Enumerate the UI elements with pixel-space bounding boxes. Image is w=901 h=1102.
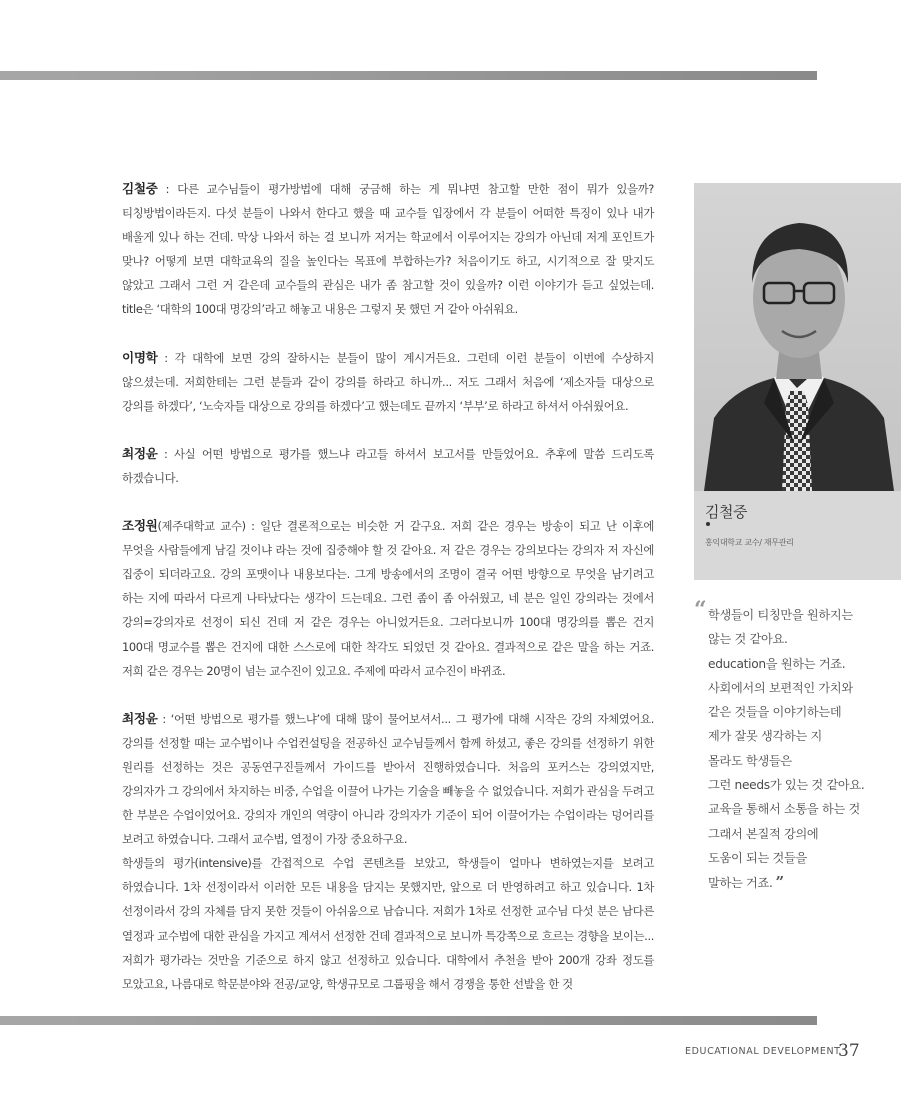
quote-line: 사회에서의 보편적인 가치와: [708, 680, 853, 695]
profile-card: [694, 183, 901, 580]
paragraph: [122, 514, 654, 683]
close-quote-mark: ”: [775, 873, 784, 892]
speaker-name: 최정윤: [122, 710, 158, 726]
quote-line: 같은 것들을 이야기하는데: [708, 705, 842, 720]
paragraph: [122, 707, 654, 996]
paragraph: [122, 442, 654, 490]
quote-line: 그런 needs가 있는 것 같아요.: [708, 778, 865, 793]
paragraph-text: : 일단 결론적으로는 비슷한 거 같구요. 저희 같은 경우는 방송이 되고 난 이후에 무엇을 사람들에게 남길 것이냐 라는 것에 집중해야 할 것 같아요. 저 같은 경우는 강의보다는 강의자 저 자신에 집중이 되더라고요. 강의 포맷이나 내용보다는. 그게 방송에서의 조명이 결국 어떤 방향으로 무엇을 남기려고 하는 지에 따라서 다르게 나타났다는 생각이 드는데요. 그런 좀이 좀 아쉬웠고, 네 분은 일인 강의라는 것에서 강의=강의자로 선정이 되신 건데 저 같은 경우는 아니었거든요. 그러다보니까 100대 명강의를 뽑은 건지 100대 명교수를 뽑은 건지에 대한 스스로에 대한 착각도 되었던 것 같아요. 결과적으로 같은 말을 하는 거죠. 저희 같은 경우는 20명이 넘는 교수진이 있고요. 주제에 따라서 교수진이 바뀌죠.: [122, 519, 654, 678]
quote-line-text: 말하는 거죠.: [708, 876, 773, 891]
quote-line: 교육을 통해서 소통을 하는 것: [708, 802, 860, 817]
portrait-photo: [694, 183, 901, 491]
portrait-illustration: [694, 183, 901, 491]
paragraph-text: : 다른 교수님들이 평가방법에 대해 궁금해 하는 게 뭐냐면 참고할 만한 점이 뭐가 있을까? 티칭방법이라든지. 다섯 분들이 나와서 한다고 했을 때 교수들 입장에서 각 분들이 어떠한 특징이 있나 내가 배울게 있나 하는 건데. 막상 나와서 하는 걸 보니까 저거는 학교에서 이루어지는 강의가 아닌데 저게 포인트가 맞나? 어떻게 보면 대학교육의 질을 높인다는 목표에 부합하는가? 처음이기도 하고, 시기적으로 잘 맞지도 않았고 그래서 그런 거 같은데 교수들의 관심은 내가 좀 참고할 것이 있을까? 이런 이야기가 듣고 싶었는데. title은 ‘대학의 100대 명강의’라고 해놓고 내용은 그렇지 못 했던 거 같아 아쉬워요.: [122, 182, 654, 317]
top-rule: [0, 71, 817, 80]
profile-name: 김철중: [705, 503, 747, 521]
footer-section-label: EDUCATIONAL DEVELOPMENT: [685, 1046, 841, 1057]
quote-line: 않는 것 같아요.: [708, 632, 788, 647]
speaker-name: 최정윤: [122, 445, 158, 461]
profile-title: 홍익대학교 교수/ 재무관리: [705, 538, 794, 547]
quote-line: 제가 잘못 생각하는 지: [708, 729, 822, 744]
page-number: 37: [838, 1041, 860, 1061]
bullet-dot: [706, 522, 710, 526]
quote-line: 몰라도 학생들은: [708, 753, 792, 768]
speaker-name: 조정원: [122, 518, 158, 534]
paragraph-text: : 각 대학에 보면 강의 잘하시는 분들이 많이 계시거든요. 그런데 이런 분들이 이번에 수상하지 않으셨는데. 저희한테는 그런 분들과 같이 강의를 하라고 하니까... 저도 그래서 처음에 ‘제소자들 대상으로 강의를 하겠다’, ‘노숙자들 대상으로 강의를 하겠다’고 했는데도 끝까지 ‘부부’로 하라고 하셔서 아쉬웠어요.: [122, 350, 654, 413]
pull-quote-text: [708, 603, 864, 896]
quote-line: education을 원하는 거죠.: [708, 656, 846, 671]
quote-line: 학생들이 티칭만을 원하지는: [708, 608, 853, 622]
speaker-affiliation: (제주대학교 교수): [157, 519, 246, 534]
bottom-rule: [0, 1016, 817, 1025]
paragraph: [122, 346, 654, 418]
quote-line: 도움이 되는 것들을: [708, 850, 807, 865]
paragraph-text: : ‘어떤 방법으로 평가를 했느냐’에 대해 많이 물어보셔서... 그 평가에 대해 시작은 강의 자체였어요. 강의를 선정할 때는 교수법이나 수업컨설팅을 전공하신 교수님들께서 함께 하셨고, 좋은 강의를 선정하기 위한 원리를 선정하는 것은 공동연구진들께서 가이드를 받아서 진행하였습니다. 처음의 포커스는 강의였지만, 강의자가 그 강의에서 차지하는 비중, 수업을 이끌어 나가는 기술을 빼놓을 수 없었습니다. 저희가 관심을 두려고 한 부분은 수업이었어요. 강의자 개인의 역량이 아니라 강의자가 기준이 되어 이끌어가는 수업이라는 덩어리를 보려고 하였습니다. 그래서 교수법, 열정이 가장 중요하구요. 학생들의 평가(intensive)를 간접적으로 수업 콘텐츠를 보았고, 학생들이 얼마나 변하였는지를 보려고 하였습니다. 1차 선정이라서 이러한 모든 내용을 담지는 못했지만, 앞으로 더 반영하려고 하고 있습니다. 1차 선정이라서 강의 자체를 담지 못한 것들이 아쉬움으로 남습니다. 저희가 1차로 선정한 교수님 다섯 분은 남다른 열정과 교수법에 대한 관심을 가지고 계셔서 선정한 건데 결과적으로 보니까 특강쪽으로 흐르는 경향을 보이는... 저희가 평가라는 것만을 기준으로 하지 않고 선정하고 있습니다. 대학에서 추천을 받아 200개 강좌 정도를 모았고요, 나름대로 학문분야와 전공/교양, 학생규모로 그룹핑을 해서 경쟁을 통한 선발을 한 것: [122, 711, 654, 991]
interview-body: [122, 177, 654, 1020]
paragraph: [122, 177, 654, 322]
quote-line: [708, 870, 864, 895]
paragraph-text: : 사실 어떤 방법으로 평가를 했느냐 라고들 하셔서 보고서를 만들었어요. 추후에 말씀 드리도록 하겠습니다.: [122, 446, 654, 485]
speaker-name: 이명학: [122, 349, 158, 365]
speaker-name: 김철중: [122, 181, 158, 196]
quote-line: 그래서 본질적 강의에: [708, 826, 819, 841]
open-quote-mark: “: [694, 597, 707, 623]
